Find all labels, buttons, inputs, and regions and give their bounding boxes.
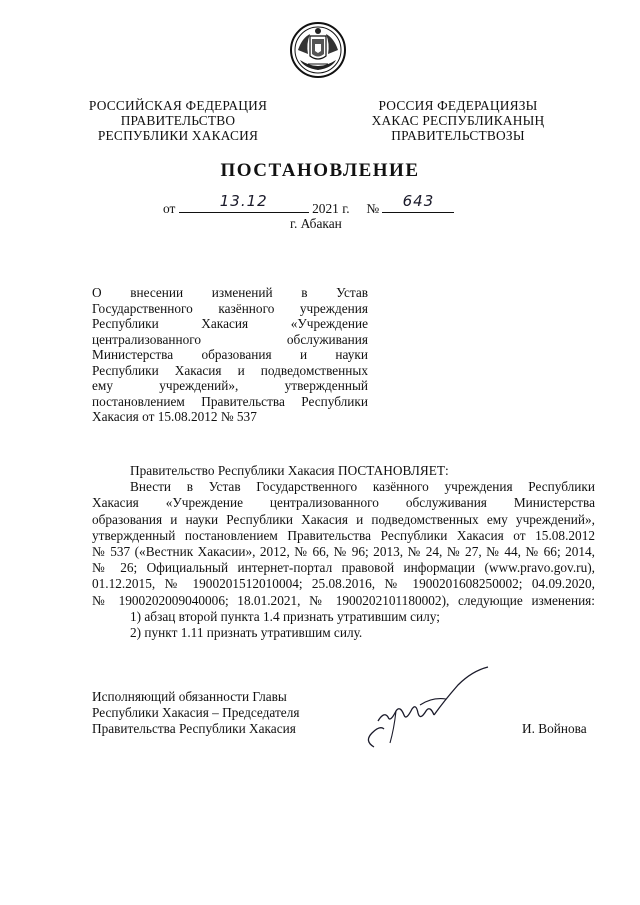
subject-line: ему учреждений», утвержденный bbox=[92, 378, 368, 393]
document-type-title: ПОСТАНОВЛЕНИЕ bbox=[220, 160, 420, 181]
date-field bbox=[179, 192, 309, 213]
body-line: 01.12.2015, № 1900201512010004; 25.08.2016, № 1900201608250002; 04.09.2020, bbox=[92, 576, 595, 592]
header-right-line: ХАКАС РЕСПУБЛИКАНЫҢ bbox=[371, 113, 545, 128]
subject-line: Хакасия от 15.08.2012 № 537 bbox=[92, 409, 257, 424]
subject-line: постановлением Правительства Республики bbox=[92, 393, 368, 409]
header-left-line: ПРАВИТЕЛЬСТВО bbox=[120, 113, 236, 128]
body-line: № 26; Официальный интернет-портал правовой информации (www.pravo.gov.ru), bbox=[92, 560, 595, 576]
number-field bbox=[382, 192, 454, 213]
position-line: Правительства Республики Хакасия bbox=[92, 721, 296, 736]
signatory-position bbox=[92, 689, 299, 737]
subject-line: Государственного казённого учреждения bbox=[92, 300, 368, 316]
subject-block bbox=[92, 285, 368, 425]
decree-line: Правительство Республики Хакасия ПОСТАНОВЛЯЕТ: bbox=[130, 463, 449, 478]
signatory-name: И. Войнова bbox=[522, 721, 587, 736]
date-number-line bbox=[163, 192, 454, 217]
coat-of-arms-icon bbox=[288, 20, 348, 80]
body-text bbox=[92, 463, 595, 641]
body-line: Хакасия «Учреждение централизованного обслуживания Министерства bbox=[92, 495, 595, 511]
header-right-line: РОССИЯ ФЕДЕРАЦИЯЗЫ bbox=[378, 98, 538, 113]
position-line: Республики Хакасия – Председателя bbox=[92, 705, 300, 720]
subject-line: Республики Хакасия «Учреждение bbox=[92, 316, 368, 331]
body-line: Внести в Устав Государственного казённого учреждения Республики bbox=[130, 479, 595, 495]
subject-line: Республики Хакасия и подведомственных bbox=[92, 362, 368, 378]
header-right bbox=[355, 98, 561, 143]
handwritten-signature bbox=[360, 665, 500, 755]
list-item-2: 2) пункт 1.11 признать утратившим силу. bbox=[130, 625, 363, 641]
header-left-line: РОССИЙСКАЯ ФЕДЕРАЦИЯ bbox=[88, 98, 268, 113]
body-line: № 1900202009040006; 18.01.2021, № 1900202101180002), следующие изменения: bbox=[92, 592, 595, 608]
header-right-line: ПРАВИТЕЛЬСТВОЗЫ bbox=[391, 128, 525, 143]
year-label: 2021 г. bbox=[312, 201, 350, 216]
handwritten-date: 13.12 bbox=[219, 192, 268, 210]
city: г. Абакан bbox=[290, 216, 342, 231]
header-left bbox=[78, 98, 278, 143]
handwritten-number: 643 bbox=[402, 192, 435, 210]
position-line: Исполняющий обязанности Главы bbox=[92, 689, 287, 704]
number-label: № bbox=[366, 201, 380, 216]
header-left-line: РЕСПУБЛИКИ ХАКАСИЯ bbox=[97, 128, 259, 143]
from-label: от bbox=[163, 201, 176, 216]
subject-line: централизованного обслуживания bbox=[92, 331, 368, 347]
body-line: утвержденный постановлением Правительства Республики Хакасия от 15.08.2012 bbox=[92, 527, 595, 543]
body-line: образования и науки Республики Хакасия и подведомственных ему учреждений», bbox=[92, 511, 595, 527]
body-line: № 537 («Вестник Хакасии», 2012, № 66, № 96; 2013, № 24, № 27, № 44, № 66; 2014, bbox=[92, 544, 595, 560]
list-item-1: 1) абзац второй пункта 1.4 признать утратившим силу; bbox=[130, 608, 440, 624]
subject-line: Министерства образования и науки bbox=[92, 347, 368, 362]
subject-line: О внесении изменений в Устав bbox=[92, 285, 368, 300]
